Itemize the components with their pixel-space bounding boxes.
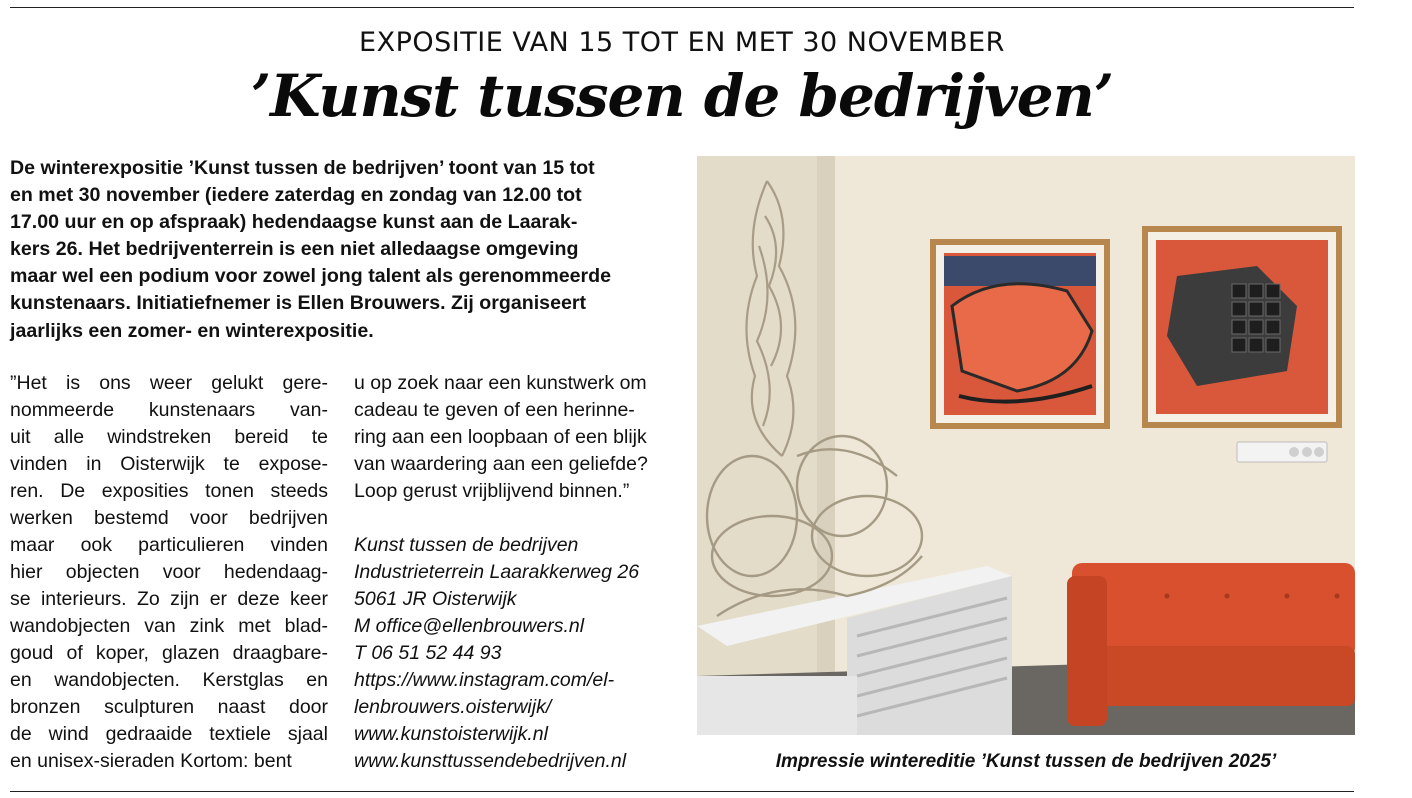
body-line: maar ook particulieren vinden <box>10 534 328 556</box>
contact-name: Kunst tussen de bedrijven <box>354 534 579 556</box>
body-column-1 <box>10 370 328 775</box>
body-line: bronzen sculpturen naast door <box>10 696 328 718</box>
contact-phone: T 06 51 52 44 93 <box>354 642 502 664</box>
body-line: hier objecten voor hedendaag- <box>10 561 328 583</box>
exhibition-photo <box>697 156 1355 735</box>
lead-line: De winterexpositie ’Kunst tussen de bedrijven’ toont van 15 tot <box>10 157 595 179</box>
body-line: ren. De exposities tonen steeds <box>10 480 328 502</box>
body-line: ”Het is ons weer gelukt gere- <box>10 372 328 394</box>
body-line: vinden in Oisterwijk te expose- <box>10 453 328 475</box>
contact-website-2: www.kunsttussendebedrijven.nl <box>354 750 627 772</box>
body-line: van waardering aan een geliefde? <box>354 453 648 475</box>
lead-line: maar wel een podium voor zowel jong talent als gerenommeerde <box>10 265 612 288</box>
lead-line: kunstenaars. Initiatiefnemer is Ellen Brouwers. Zij organiseert <box>10 292 587 315</box>
body-line: u op zoek naar een kunstwerk om <box>354 372 647 394</box>
wall-shadow <box>817 156 835 735</box>
lead-line: jaarlijks een zomer- en winterexpositie. <box>10 319 374 342</box>
contact-website-1: www.kunstoisterwijk.nl <box>354 723 548 745</box>
contact-email: M office@ellenbrouwers.nl <box>354 615 585 637</box>
paragraph-gap <box>354 505 672 532</box>
contact-postal: 5061 JR Oisterwijk <box>354 588 517 610</box>
body-line: en wandobjecten. Kerstglas en <box>10 669 328 691</box>
article-headline: ’Kunst tussen de bedrijven’ <box>250 62 1114 130</box>
sofa-arm <box>1067 576 1107 726</box>
body-line: ring aan een loopbaan of een blijk <box>354 426 647 448</box>
body-line: nommeerde kunstenaars van- <box>10 399 328 421</box>
article-lead <box>10 155 675 345</box>
body-line: cadeau te geven of een herinne- <box>354 399 635 421</box>
contact-instagram-line-1: https://www.instagram.com/el- <box>354 669 615 691</box>
photo-caption: Impressie wintereditie ’Kunst tussen de bedrijven 2025’ <box>775 751 1277 772</box>
body-line: wandobjecten van zink met blad- <box>10 615 328 637</box>
body-line: en unisex-sieraden Kortom: bent <box>10 750 292 772</box>
contact-instagram-line-2: lenbrouwers.oisterwijk/ <box>354 696 552 718</box>
body-line: se interieurs. Zo zijn er deze keer <box>10 588 328 610</box>
painting-dark-band-1 <box>944 256 1096 286</box>
lead-line: 17.00 uur en op afspraak) hedendaagse kunst aan de Laarak- <box>10 211 578 234</box>
sofa-seat <box>1067 646 1355 706</box>
lead-line: kers 26. Het bedrijventerrein is een niet alledaagse omgeving <box>10 238 579 261</box>
body-line: goud of koper, glazen draagbare- <box>10 642 328 664</box>
lead-line: en met 30 november (iedere zaterdag en zondag van 12.00 tot <box>10 184 582 207</box>
sofa-back <box>1072 563 1355 658</box>
article-kicker: EXPOSITIE VAN 15 TOT EN MET 30 NOVEMBER <box>359 27 1005 58</box>
body-line: uit alle windstreken bereid te <box>10 426 328 448</box>
top-rule <box>10 7 1354 8</box>
body-column-2 <box>354 370 672 775</box>
body-line: werken bestemd voor bedrijven <box>10 507 328 529</box>
bottom-rule <box>10 791 1354 792</box>
contact-street: Industrieterrein Laarakkerweg 26 <box>354 561 640 583</box>
body-line: Loop gerust vrijblijvend binnen.” <box>354 480 630 502</box>
wall-switch <box>1237 442 1327 462</box>
cabinet-base <box>697 676 857 735</box>
wall-left <box>697 156 827 735</box>
body-line: de wind gedraaide textiele sjaal <box>10 723 328 745</box>
